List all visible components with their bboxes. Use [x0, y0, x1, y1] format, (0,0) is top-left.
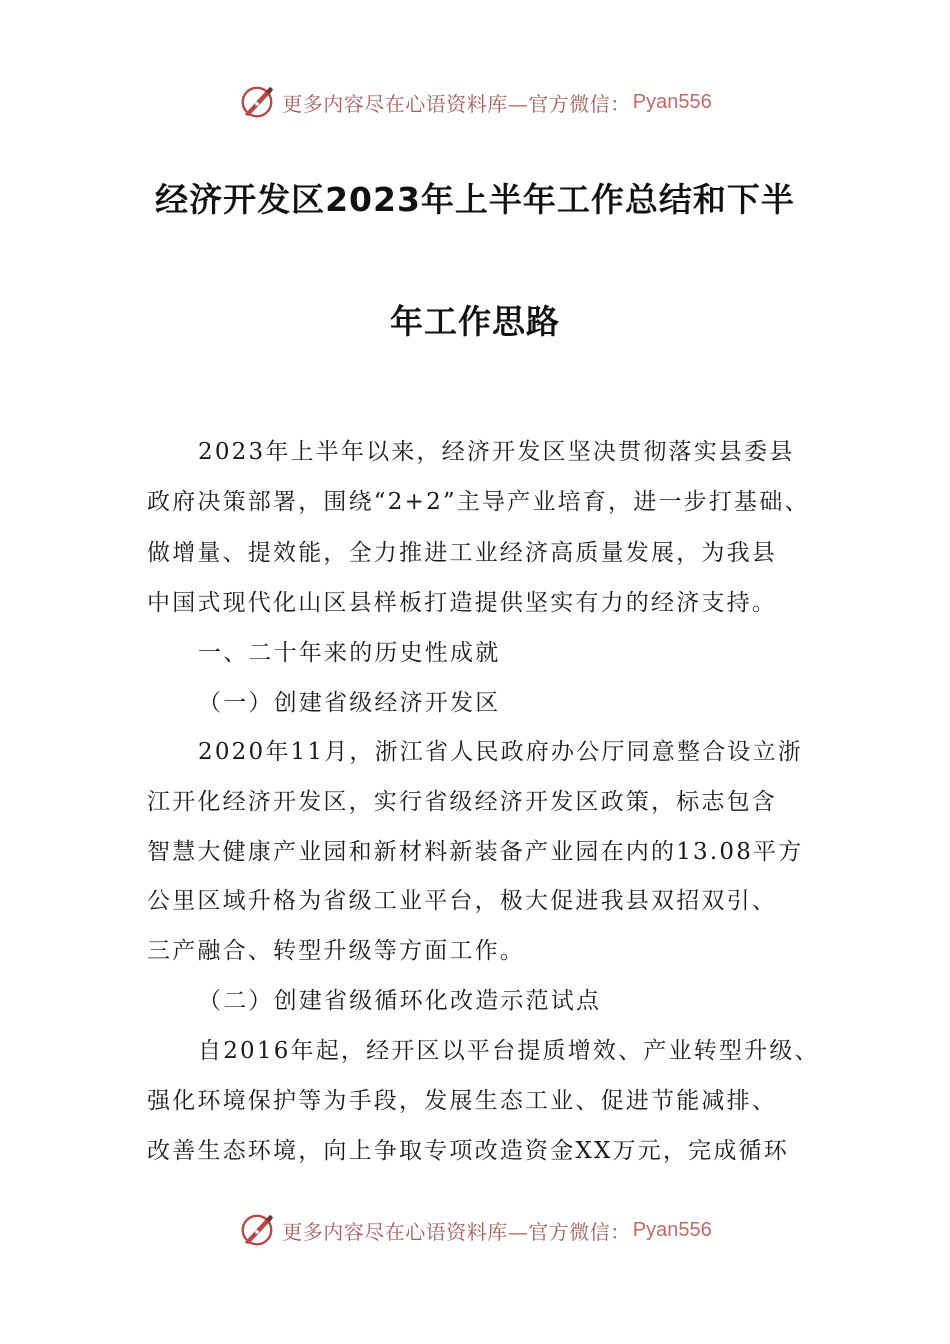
body-line: 智慧大健康产业园和新材料新装备产业园在内的13.08平方	[147, 839, 804, 865]
header-banner	[0, 80, 950, 124]
header-banner-handle: Pyan556	[632, 90, 712, 113]
subsection-heading: （二）创建省级循环化改造示范试点	[198, 988, 602, 1014]
subsection-heading: （一）创建省级经济开发区	[198, 690, 501, 716]
body-line: 做增量、提效能，全力推进工业经济高质量发展，为我县	[147, 540, 777, 566]
body-line: 2020年11月，浙江省人民政府办公厅同意整合设立浙	[198, 739, 803, 765]
header-banner-text: 更多内容尽在心语资料库—官方微信：	[282, 91, 631, 116]
document-title-line-1: 经济开发区2023年上半年工作总结和下半	[155, 180, 795, 219]
body-line: 三产融合、转型升级等方面工作。	[147, 938, 525, 964]
body-line: 江开化经济开发区，实行省级经济开发区政策，标志包含	[147, 789, 777, 815]
body-line: 公里区域升格为省级工业平台，极大促进我县双招双引、	[147, 888, 777, 914]
footer-banner-handle: Pyan556	[632, 1218, 712, 1241]
body-line: 强化环境保护等为手段，发展生态工业、促进节能减排、	[147, 1088, 777, 1114]
pen-logo-icon	[238, 1211, 276, 1249]
document-title-line-2: 年工作思路	[390, 302, 560, 341]
body-line: 改善生态环境，向上争取专项改造资金XX万元，完成循环	[147, 1138, 789, 1164]
body-line: 自2016年起，经开区以平台提质增效、产业转型升级、	[198, 1038, 820, 1064]
pen-logo-icon	[238, 83, 276, 121]
footer-banner	[0, 1208, 950, 1252]
footer-banner-text: 更多内容尽在心语资料库—官方微信：	[282, 1219, 631, 1244]
body-line: 政府决策部署，围绕“2+2”主导产业培育，进一步打基础、	[147, 489, 810, 515]
body-line: 2023年上半年以来，经济开发区坚决贯彻落实县委县	[198, 439, 795, 465]
section-heading: 一、二十年来的历史性成就	[198, 640, 501, 666]
body-line: 中国式现代化山区县样板打造提供坚实有力的经济支持。	[147, 590, 777, 616]
